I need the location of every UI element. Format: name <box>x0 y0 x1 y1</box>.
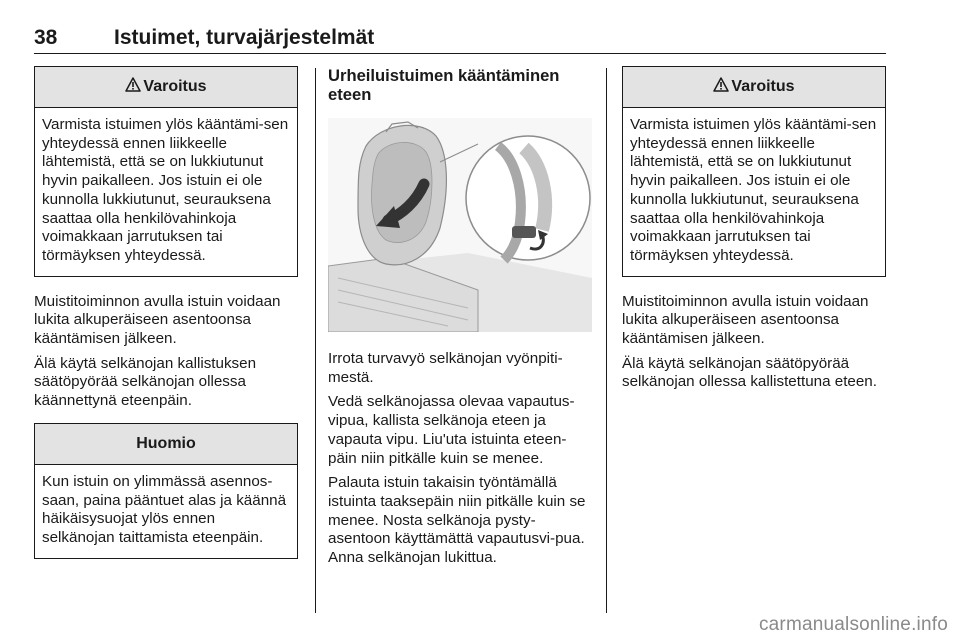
watermark: carmanualsonline.info <box>758 614 948 635</box>
page-header <box>34 26 886 52</box>
paragraph: Älä käytä selkänojan kallistuksen säätöpyörää selkänojan ollessa käännettynä eteenpäin. <box>34 354 257 410</box>
chapter-title: Istuimet, turvajärjestelmät <box>114 26 375 49</box>
paragraph: Muistitoiminnon avulla istuin voidaan lukita alkuperäiseen asentoonsa kääntämisen jälkeen. <box>34 292 281 348</box>
notice-text: Kun istuin on ylimmässä asennos-saan, paina pääntuet alas ja käännä häikäisysuojat ylös ennen selkänojan taittamista eteenpäin. <box>42 472 287 546</box>
paragraph: Palauta istuin takaisin työntämällä istuinta taaksepäin niin pitkälle kuin se menee. Nosta selkänoja pysty-asentoon käyttämättä vapautusvi-pua. Anna selkänojan lukittua. <box>328 474 586 567</box>
warning-text: Varmista istuimen ylös kääntämi-sen yhteydessä ennen liikkeelle lähtemistä, että se on lukkiutunut hyvin paikalleen. Jos istuin ei ole kunnolla lukkiutunut, seurauksena saattaa olla henkilövahinkoja voimakkaan jarrutuksen tai törmäyksen yhteydessä. <box>630 116 877 264</box>
column-2 <box>328 66 592 574</box>
warning-title: Varoitus <box>143 78 207 95</box>
notice-box <box>34 423 298 559</box>
warning-triangle-icon <box>125 77 141 97</box>
paragraph: Älä käytä selkänojan säätöpyörää selkänojan ollessa kallistettuna eteen. <box>622 354 877 391</box>
column-divider-2 <box>606 68 607 613</box>
warning-box <box>622 66 886 277</box>
seat-folding-illustration <box>328 118 592 332</box>
seat-illustration-svg <box>328 118 592 332</box>
column-divider-1 <box>315 68 316 613</box>
section-title: Urheiluistuimen kääntäminen eteen <box>328 66 560 104</box>
header-rule <box>34 53 886 54</box>
column-3 <box>622 66 886 398</box>
warning-header <box>623 67 885 108</box>
warning-text: Varmista istuimen ylös kääntämi-sen yhteydessä ennen liikkeelle lähtemistä, että se on lukkiutunut hyvin paikalleen. Jos istuin ei ole kunnolla lukkiutunut, seurauksena saattaa olla henkilövahinkoja voimakkaan jarrutuksen tai törmäyksen yhteydessä. <box>42 116 289 264</box>
notice-header <box>35 424 297 465</box>
notice-title: Huomio <box>136 434 196 452</box>
paragraph: Muistitoiminnon avulla istuin voidaan lukita alkuperäiseen asentoonsa kääntämisen jälkeen. <box>622 292 869 348</box>
warning-triangle-icon <box>713 77 729 97</box>
paragraph: Vedä selkänojassa olevaa vapautus-vipua, kallista selkänoja eteen ja vapauta vipu. Liu'uta istuinta eteen-päin niin pitkälle kuin se menee. <box>328 393 575 467</box>
warning-title: Varoitus <box>731 78 795 95</box>
warning-header <box>35 67 297 108</box>
column-1 <box>34 66 298 559</box>
page-number: 38 <box>34 26 58 49</box>
warning-box <box>34 66 298 277</box>
paragraph: Irrota turvavyö selkänojan vyönpiti-mestä. <box>328 350 563 386</box>
